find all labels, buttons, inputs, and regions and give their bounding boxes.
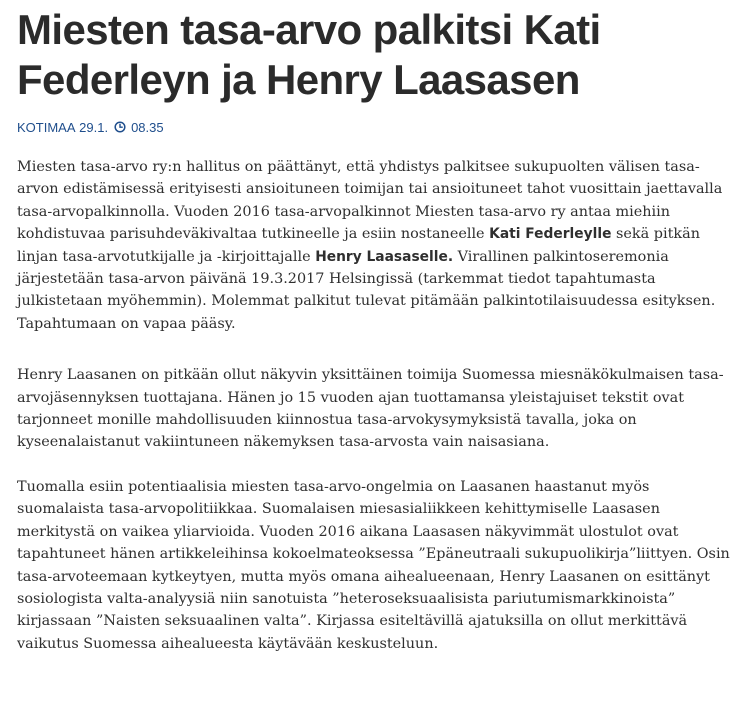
paragraph-1-text-b: sekä pitkän linjan tasa-arvotutkijalle ja -kirjoittajalle (17, 226, 700, 265)
article-body (17, 156, 737, 655)
name-henry-laasanen: Henry Laasaselle. (315, 248, 454, 265)
article (17, 0, 737, 655)
article-headline: Miesten tasa-arvo palkitsi Kati Federleyn ja Henry Laasasen (17, 6, 601, 103)
clock-icon (114, 121, 126, 133)
publish-date: 29.1. (79, 119, 109, 135)
article-meta (17, 118, 737, 136)
category-link[interactable]: KOTIMAA (17, 119, 76, 135)
paragraph-1-text-a: Miesten tasa-arvo ry:n hallitus on päättänyt, että yhdistys palkitsee sukupuolten välisen tasa-arvon edistämisessä erityisesti ansioituneen toimijan tai ansioituneet tahot vuosittain jaettavalla tasa-arvopalkinnolla. Vuoden 2016 tasa-arvopalkinnot Miesten tasa-arvo ry antaa miehiin kohdistuvaa parisuhdeväkivaltaa tutkineelle ja esiin nostaneelle (17, 159, 723, 243)
paragraph-1-text-c: Virallinen palkintoseremonia järjestetään tasa-arvon päivänä 19.3.2017 Helsingissä (tarkemmat tiedot tapahtumasta julkistetaan myöhemmin). Molemmat palkitut tulevat pitämään palkintotilaisuudessa esityksen. Tapahtumaan on vapaa pääsy. (17, 248, 716, 332)
paragraph-1 (17, 156, 735, 335)
name-kati-federley: Kati Federleylle (489, 226, 612, 243)
publish-time: 08.35 (131, 119, 164, 135)
paragraph-2: Henry Laasanen on pitkään ollut näkyvin yksittäinen toimija Suomessa miesnäkökulmaisen tasa-arvojäsennyksen tuottajana. Hänen jo 15 vuoden ajan tuottamansa yleistajuiset tekstit ovat tarjonneet monille mahdollisuuden kiinnostua tasa-arvokysymyksistä tavalla, joka on kyseenalaistanut vakiintuneen näkemyksen tasa-arvosta vain naisasiana. (17, 367, 724, 451)
paragraph-3: Tuomalla esiin potentiaalisia miesten tasa-arvo-ongelmia on Laasanen haastanut myös suomalaista tasa-arvopolitiikkaa. Suomalaisen miesasialiikkeen kehittymiselle Laasasen merkitystä on vaikea yliarvioida. Vuoden 2016 aikana Laasasen näkyvimmät ulostulot ovat tapahtuneet hänen artikkeleihinsa kokoelmateoksessa ”Epäneutraali sukupuolikirja”liittyen. Osin tasa-arvoteemaan kytkeytyen, mutta myös omana aihealueenaan, Henry Laasanen on esittänyt sosiologista valta-analyysiä niin sanotuista ”heteroseksuaalisista pariutumismarkkinoista” kirjassaan ”Naisten seksuaalinen valta”. Kirjassa esiteltävillä ajatuksilla on ollut merkittävä vaikutus Suomessa aihealueesta käytävään keskusteluun. (17, 478, 730, 652)
